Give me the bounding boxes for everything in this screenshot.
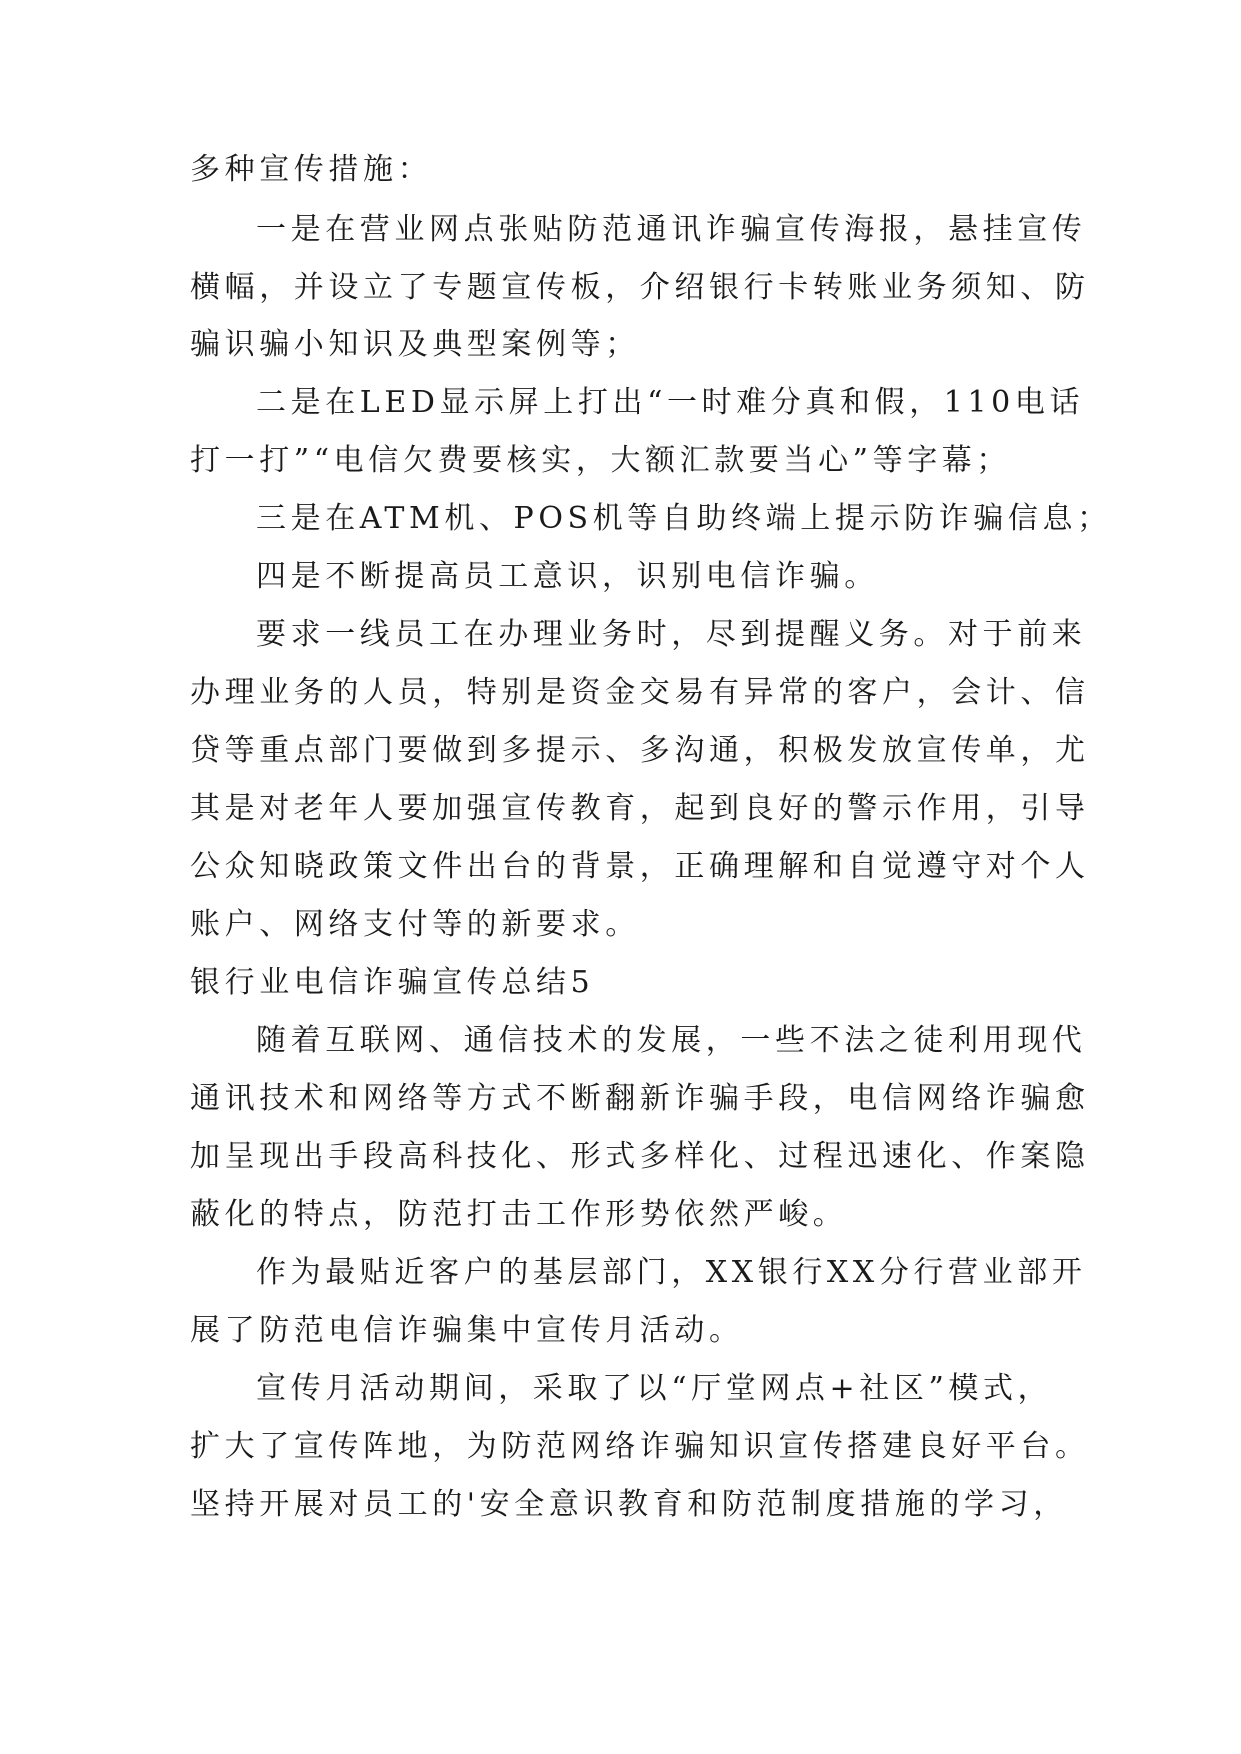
text-line: 蔽化的特点，防范打击工作形势依然严峻。 xyxy=(190,1197,848,1232)
text-line: 一是在营业网点张贴防范通讯诈骗宣传海报，悬挂宣传 xyxy=(256,212,1087,247)
text-line: 四是不断提高员工意识，识别电信诈骗。 xyxy=(256,559,879,594)
section-heading: 银行业电信诈骗宣传总结5 xyxy=(190,965,595,1000)
text-line: 骗识骗小知识及典型案例等； xyxy=(190,327,640,362)
text-line: 多种宣传措施： xyxy=(190,152,433,187)
text-line: 展了防范电信诈骗集中宣传月活动。 xyxy=(190,1313,744,1348)
text-line: 加呈现出手段高科技化、形式多样化、过程迅速化、作案隐 xyxy=(190,1139,1090,1174)
text-line: 三是在ATM机、POS机等自助终端上提示防诈骗信息； xyxy=(256,501,1112,536)
text-line: 其是对老年人要加强宣传教育，起到良好的警示作用，引导 xyxy=(190,791,1090,826)
text-line: 作为最贴近客户的基层部门，XX银行XX分行营业部开 xyxy=(256,1255,1087,1290)
text-line: 通讯技术和网络等方式不断翻新诈骗手段，电信网络诈骗愈 xyxy=(190,1081,1090,1116)
text-line: 要求一线员工在办理业务时，尽到提醒义务。对于前来 xyxy=(256,617,1087,652)
text-line: 扩大了宣传阵地，为防范网络诈骗知识宣传搭建良好平台。 xyxy=(190,1429,1090,1464)
text-line: 办理业务的人员，特别是资金交易有异常的客户，会计、信 xyxy=(190,675,1090,710)
text-line: 打一打”“电信欠费要核实，大额汇款要当心”等字幕； xyxy=(190,443,1012,478)
text-line: 宣传月活动期间，采取了以“厅堂网点+社区”模式， xyxy=(256,1371,1053,1406)
text-line: 随着互联网、通信技术的发展，一些不法之徒利用现代 xyxy=(256,1023,1087,1058)
text-line: 公众知晓政策文件出台的背景，正确理解和自觉遵守对个人 xyxy=(190,849,1090,884)
text-line: 横幅，并设立了专题宣传板，介绍银行卡转账业务须知、防 xyxy=(190,270,1090,305)
text-line: 二是在LED显示屏上打出“一时难分真和假，110电话 xyxy=(256,385,1085,420)
text-line: 贷等重点部门要做到多提示、多沟通，积极发放宣传单，尤 xyxy=(190,733,1090,768)
text-line: 坚持开展对员工的'安全意识教育和防范制度措施的学习， xyxy=(190,1487,1068,1522)
text-line: 账户、网络支付等的新要求。 xyxy=(190,907,640,942)
